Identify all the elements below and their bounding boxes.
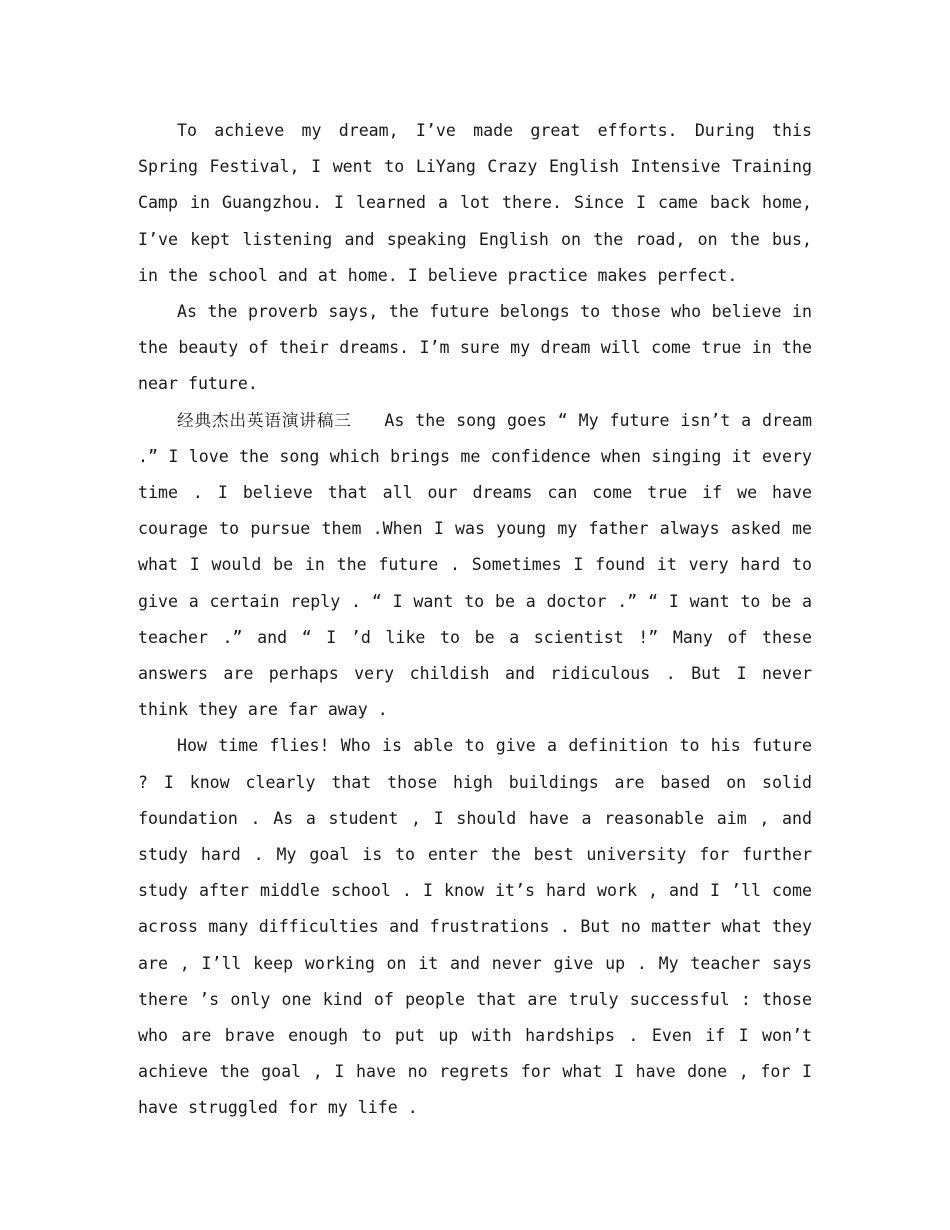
paragraph-text: As the proverb says, the future belongs to those who believe in the beauty of their dreams. I’m sure my dream will come true in the near future. — [138, 302, 812, 394]
paragraph-text: How time flies! Who is able to give a definition to his future ? I know clearly that those high buildings are based on solid foundation . As a student , I should have a reasonable aim , and study hard . My goal is to enter the best university for further study after middle school . I know it’s hard work , and I ’ll come across many difficulties and frustrations . But no matter what they are , I’ll keep working on it and never give up . My teacher says there ’s only one kind of people that are truly successful : those who are brave enough to put up with hardships . Even if I won’t achieve the goal , I have no regrets for what I have done , for I have struggled for my life . — [138, 736, 812, 1118]
paragraph-dream-efforts — [138, 113, 812, 294]
section-heading: 经典杰出英语演讲稿三 — [177, 410, 352, 430]
paragraph-speech-three — [138, 403, 812, 729]
paragraph-text: To achieve my dream, I’ve made great efforts. During this Spring Festival, I went to LiYang Crazy English Intensive Training Camp in Guangzhou. I learned a lot there. Since I came back home, I’ve kept listening and speaking English on the road, on the bus, in the school and at home. I believe practice makes perfect. — [138, 121, 812, 285]
paragraph-proverb — [138, 294, 812, 403]
document-body — [138, 113, 812, 1127]
paragraph-time-flies — [138, 728, 812, 1126]
paragraph-text: As the song goes “ My future isn’t a dream .” I love the song which brings me confidence when singing it every time . I believe that all our dreams can come true if we have courage to pursue them .When I was young my father always asked me what I would be in the future . Sometimes I found it very hard to give a certain reply . “ I want to be a doctor .” “ I want to be a teacher .” and “ I ’d like to be a scientist !” Many of these answers are perhaps very childish and ridiculous . But I never think they are far away . — [138, 410, 812, 720]
